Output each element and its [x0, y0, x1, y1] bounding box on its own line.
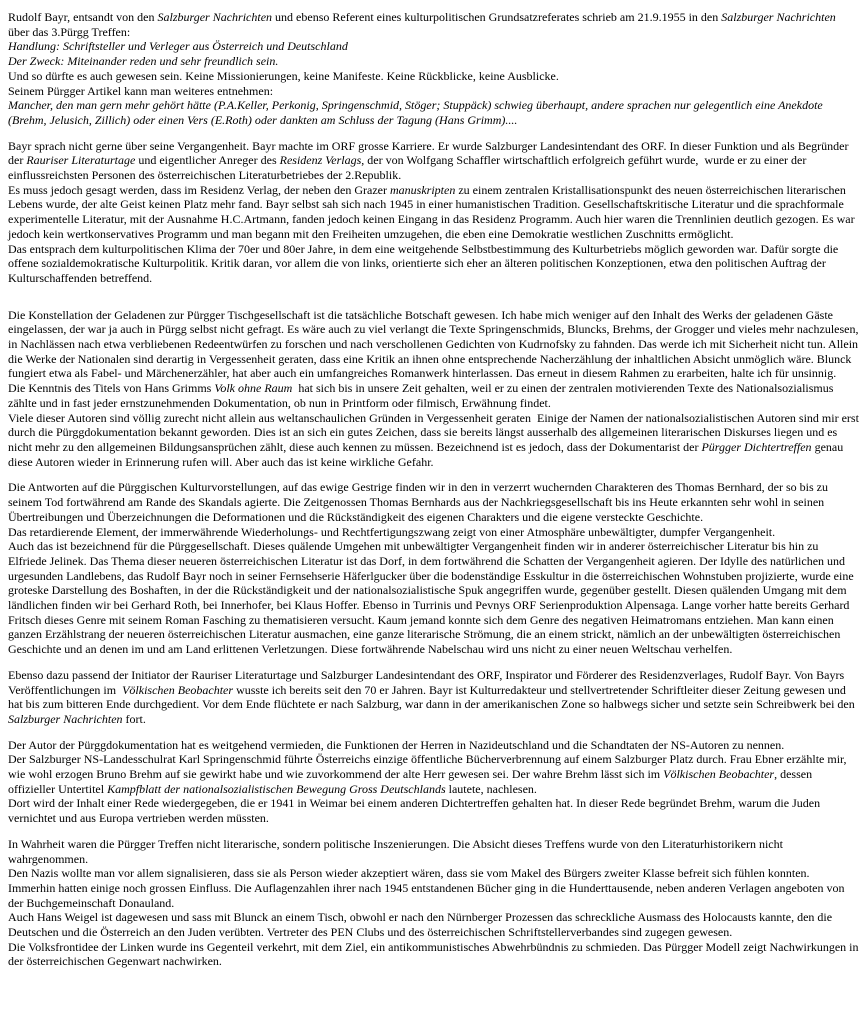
paragraph [8, 480, 860, 524]
italic-text-run: Residenz Verlags [279, 153, 362, 168]
italic-text-run: Mancher, den man gern mehr gehört hätte (P.A.Keller, Perkonig, Springenschmid, Stöger; Stuppäck) schwieg überhaupt, andere sprachen nur gelegentlich eine Anekdote (Brehm, Jelusich, Zillich) oder einen Vers (E.Roth) oder dankten am Schluss der Tagung (Hans Grimm).... [8, 98, 826, 127]
paragraph [8, 866, 860, 881]
text-run: , der von Wolfgang Schaffler wirtschaftlich erfolgreich geführt wurde, wurde er zu einer der einflussreichsten Personen des österreichischen Literaturbetriebes der 2.Republik. [8, 153, 810, 183]
italic-text-run: Salzburger Nachrichten [8, 711, 123, 726]
text-run: Viele dieser Autoren sind völlig zurecht nicht allein aus weltanschaulichen Gründen in Vergessenheit geraten Einige der Namen der nationalsozialistischen Autoren sind mir erst durch die Pürggdokumentation bekannt geworden. Dies ist an sich ein gutes Zeichen, dass sie bereits längst ausserhalb des allgemeinen literarischen Diskurses liegen und es nicht mehr zu den allgemeinen Bildungsansprüchen zählt, diese auch kennen zu müssen. Bezeichnend ist es jedoch, dass der Dokumentarist der [8, 410, 865, 454]
paragraph [8, 54, 860, 69]
text-run: Ebenso dazu passend der Initiator der Rauriser Literaturtage und Salzburger Landesintendant des ORF, Inspirator und Förderer des Residenzverlages, Rudolf Bayr. Von Bayrs Veröffentlichungen im [8, 667, 847, 697]
italic-text-run: manuskripten [390, 182, 456, 197]
paragraph [8, 69, 860, 84]
italic-text-run: Salzburger Nachrichten [721, 10, 836, 24]
text-run: Bayr sprach nicht gerne über seine Vergangenheit. Bayr machte im ORF grosse Karriere. Er wurde Salzburger Landesintendant des ORF. In dieser Funktion und als Begründer der [8, 138, 852, 168]
italic-text-run: Handlung: Schriftsteller und Verleger aus Österreich und Deutschland [8, 39, 348, 54]
paragraph [8, 881, 860, 910]
text-run: Dort wird der Inhalt einer Rede wiedergegeben, die er 1941 in Weimar bei einem anderen Dichtertreffen gehalten hat. In dieser Rede begründet Brehm, warum die Juden vernichtet und aus Europa vertrieben werden müssten. [8, 796, 824, 826]
text-run: und eigentlicher Anreger des [135, 153, 280, 168]
paragraph [8, 98, 860, 127]
text-run: Es muss jedoch gesagt werden, dass im Residenz Verlag, der neben den Grazer [8, 182, 390, 197]
text-run: Rudolf Bayr, entsandt von den [8, 10, 158, 24]
text-run: Auch das ist bezeichnend für die Pürggesellschaft. Dieses quälende Umgehen mit unbewältigter Vergangenheit finden wir in anderer österreichischer Literatur bis hin zu Elfriede Jelinek. Das Thema dieser neueren österreichischen Literatur ist das Dorf, in dem fortwährend die Schatten der Vergangenheit agieren. Der Idylle des natürlichen und urgesunden Landlebens, das Rudolf Bayr noch in seiner Fernsehserie Häferlgucker über die bodenständige Esskultur in die österreichischen Wohnstuben projizierte, wurde eine groteske Darstellung des Boshaften, in der die Rückständigkeit und der nationalsozialistische Spuk angegriffen wurde, gegenüber gestellt. Diesen quälenden Umgang mit dem ländlichen finden wir bei Gerhard Roth, bei Innerhofer, bei Klaus Hoffer. Ebenso in Turrinis und Pevnys ORF Serienproduktion Alpensaga. Lange vorher hatte bereits Gerhard Fritsch dieses Genre mit seinem Roman Fasching zu thematisieren versucht. Kaum jemand konnte sich dem Genre des negativen Heimatromans entziehen. Man kann einen ganzen Erzählstrang der neueren österreichischen Literatur ausmachen, eine ganze literarische Strömung, die an einem strickt, nämlich an der unbewältigten österreichischen Geschichte und an denen im und am Land erlittenen Verletzungen. Diese fortwährende Nabelschau wird uns nicht zu einer neuen Weltschau verhelfen. [8, 539, 857, 657]
italic-text-run: Völkischen Beobachter [122, 682, 234, 697]
text-run: Das retardierende Element, der immerwährende Wiederholungs- und Rechtfertigungszwang zeigt von einer Atmosphäre unbewältigter, dumpfer Vergangenheit. [8, 524, 776, 539]
blank-line [8, 657, 860, 668]
text-run: Der Autor der Pürggdokumentation hat es weitgehend vermieden, die Funktionen der Herren in Nazideutschland und die Schandtaten der NS-Autoren zu nennen. [8, 737, 785, 752]
text-run: genau diese Autoren wieder in Erinnerung rufen will. Aber auch das ist keine wirkliche Gefahr. [8, 439, 847, 469]
paragraph [8, 525, 860, 540]
italic-text-run: Kampfblatt der nationalsozialistischen Bewegung Gross Deutschlands [107, 781, 446, 796]
text-run: wusste ich bereits seit den 70 er Jahren. Bayr ist Kulturredakteur und stellvertretender Schriftleiter dieser Zeitung gewesen und hat bis zum bitteren Ende durchgedient. Vor dem Ende flüchtete er nach Salzburg, war dann in der amerikanischen Zone so halbwegs sicher und setzte sein Schreibwerk bei den [8, 682, 858, 712]
paragraph [8, 242, 860, 286]
italic-text-run: Volk ohne Raum [214, 381, 293, 396]
text-run: Das entsprach dem kulturpolitischen Klima der 70er und 80er Jahre, in dem eine weitgehende Selbstbestimmung des Kulturbetriebs möglich geworden war. Dafür sorgte die offene sozialdemokratische Kulturpolitik. Kritik daran, vor allem die von links, orientierte sich eher an älteren politischen Konzeptionen, etwa den politischen Auftrag der Kulturschaffenden betreffend. [8, 241, 842, 285]
paragraph [8, 910, 860, 939]
text-run: Die Volksfrontidee der Linken wurde ins Gegenteil verkehrt, mit dem Ziel, ein antikommunistisches Abwehrbündnis zu schmieden. Das Pürgger Modell zeigt Nachwirkungen in der österreichischen Gegenwart nachwirken. [8, 939, 862, 969]
paragraph [8, 139, 860, 183]
paragraph [8, 796, 860, 825]
text-run: Auch Hans Weigel ist dagewesen und sass mit Blunck an einem Tisch, obwohl er nach den Nürnberger Prozessen das schreckliche Ausmass des Holocausts kannte, den die Deutschen und die Österreich an den Juden verübten. Vertreter des PEN Clubs und des österreichischen Schriftstellerverbandes sind zugegen gewesen. [8, 910, 836, 940]
blank-line [8, 128, 860, 139]
text-run: Immerhin hatten einige noch grossen Einfluss. Die Auflagenzahlen ihrer nach 1945 entstandenen Bücher ging in die Hunderttausende, neben anderen Verlagen angeboten von der Buchgemeinschaft Donauland. [8, 880, 848, 910]
text-run: Die Kenntnis des Titels von Hans Grimms [8, 381, 215, 396]
text-run: zu einem zentralen Kristallisationspunkt des neuen österreichischen literarischen Lebens wurde, der alte Geist keinen Platz mehr fand. Bayr selbst sah sich nach 1945 in einer humanistischen Tradition. Gesellschaftskritische Literatur und die sprachformale experimentelle Literatur, mit der Ausnahme H.C.Artmann, fanden jedoch keinen Eingang in das Residenz Programm. Auch hier waren die Trennlinien deutlich gezogen. Es war jedoch kein wertkonservatives Programm und man begann mit den Freiheiten umzugehen, die eben eine Demokratie westlichen Zuschnitts ermöglicht. [8, 182, 858, 241]
paragraph [8, 84, 860, 99]
paragraph [8, 539, 860, 657]
paragraph [8, 308, 860, 382]
text-run: In Wahrheit waren die Pürgger Treffen nicht literarische, sondern politische Inszenierungen. Die Absicht dieses Treffens wurde von den Literaturhistorikern nicht wahrgenommen. [8, 836, 786, 866]
blank-line [8, 286, 860, 297]
paragraph [8, 39, 860, 54]
italic-text-run: Der Zweck: Miteinander reden und sehr freundlich sein. [8, 54, 279, 69]
text-run: Den Nazis wollte man vor allem signalisieren, dass sie als Person wieder akzeptiert wären, dass sie vom Makel des Bürgers zweiter Klasse befreit sich fühlen konnten. [8, 866, 810, 881]
paragraph [8, 183, 860, 242]
paragraph [8, 668, 860, 727]
paragraph [8, 410, 865, 470]
text-run: Die Konstellation der Geladenen zur Pürgger Tischgesellschaft ist die tatsächliche Botschaft gewesen. Ich habe mich weniger auf den Inhalt des Werks der geladenen Gäste eingelassen, der war ja auch in Pürgg selbst nicht gefragt. Es wäre auch zu viel verlangt die Texte Springenschmids, Bluncks, Brehms, der Grogger und vieles mehr nachzulesen, in Nachlässen nach etwa verbliebenen Redeentwürfen zu forschen und nach verschollenen Gedichten von Kudrnofsky zu fahnden. Das werde ich mit Sicherheit nicht tun. Allein die Werke der Nationalen sind derartig in Vergessenheit geraten, dass eine Kritik an ihnen ohne entsprechende Nacherzählung der inhaltlichen Absicht unmöglich wäre. Blunck fungiert etwa als Fabel- und Märchenerzähler, hat aber auch ein umfangreiches Romanwerk hinterlassen. Das erneut in diesem Rahmen zu erarbeiten, halte ich für unsinnig. [8, 307, 862, 381]
text-run: fort. [122, 711, 146, 726]
blank-line [8, 469, 860, 480]
text-run: lautete, nachlesen. [445, 781, 537, 796]
paragraph [8, 940, 860, 969]
paragraph [8, 10, 860, 39]
blank-line [8, 297, 860, 308]
text-run: über das 3.Pürgg Treffen: [8, 10, 839, 39]
text-run: hat sich bis in unsere Zeit gehalten, weil er zu einen der zentralen motivierenden Texte des Nationalsozialismus zählte und in fast jeder ernstzunehmenden Dokumentation, ob nun in Printform oder filmisch, Erwähnung findet. [8, 381, 837, 410]
italic-text-run: Völkischen Beobachter [663, 767, 775, 782]
blank-line [8, 727, 860, 738]
document-body [8, 10, 865, 969]
text-run: Der Salzburger NS-Landesschulrat Karl Springenschmid führte Österreichs einzige öffentliche Bücherverbrennung auf einem Salzburger Platz durch. Frau Ebner erzählte mir, wie wohl erzogen Bruno Brehm auf sie gewirkt habe und wie zuvorkommend der alte Herr gewesen sei. Der wahre Brehm lässt sich im [8, 752, 850, 782]
paragraph [8, 381, 860, 410]
text-run: und ebenso Referent eines kulturpolitischen Grundsatzreferates schrieb am 21.9.1955 in den [272, 10, 722, 24]
paragraph [8, 738, 860, 753]
text-run: Und so dürfte es auch gewesen sein. Keine Missionierungen, keine Manifeste. Keine Rückblicke, keine Ausblicke. [8, 68, 559, 83]
italic-text-run: Salzburger Nachrichten [157, 10, 273, 24]
italic-text-run: Pürgger Dichtertreffen [701, 439, 812, 454]
paragraph [8, 837, 860, 866]
text-run: , dessen offizieller Untertitel [8, 767, 816, 796]
text-run: Seinem Pürgger Artikel kann man weiteres entnehmen: [8, 83, 274, 98]
paragraph [8, 752, 860, 796]
italic-text-run: Rauriser Literaturtage [26, 153, 136, 168]
text-run: Die Antworten auf die Pürggischen Kulturvorstellungen, auf das ewige Gestrige finden wir in den in verzerrt wuchernden Charakteren des Thomas Bernhard, der so bis zu seinem Tod fortwährend am Rande des Skandals agierte. Die Zeitgenossen Thomas Bernhards aus der Nachkriegsgesellschaft bis ins Heute erkannten sehr wohl in seinen Übertreibungen und Überzeichnungen die Deformationen und die Rückständigkeit des eigenen Charakters und die eigene versteckte Geschichte. [8, 480, 831, 524]
blank-line [8, 826, 860, 837]
